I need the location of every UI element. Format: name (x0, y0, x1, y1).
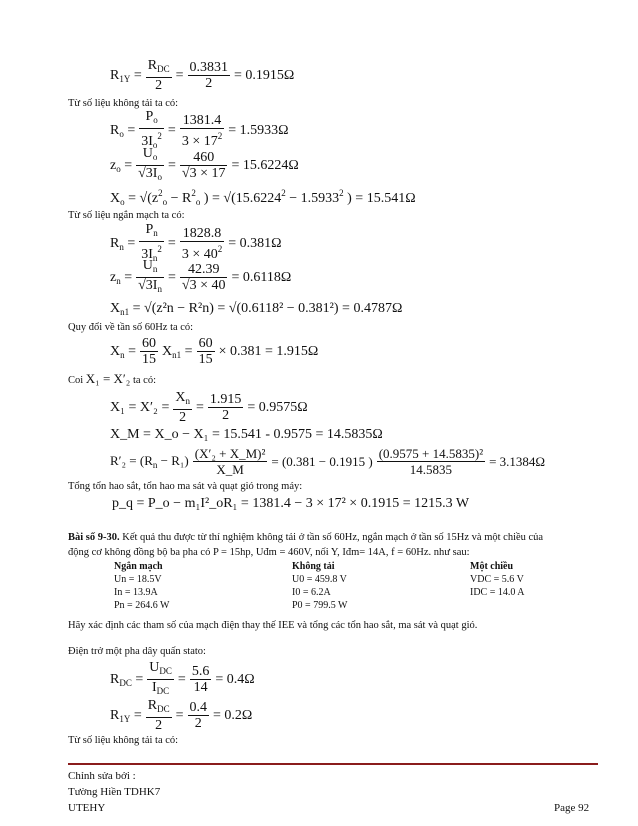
equation-r1y-2: $R_{1Y}$ = $\frac{R_{DC}}{2}$ = $\frac{0.4}{2}$ = 0.2Ω (110, 698, 253, 733)
text-stator-resistance: Điện trở một pha dây quấn stato: (68, 646, 206, 657)
table-cell: VDC = 5.6 V (470, 574, 524, 585)
table-header: Ngắn mạch (114, 561, 163, 572)
text-task: Hãy xác định các tham số của mạch điện thay thế IEE và tổng các tổn hao sắt, ma sát và quạt gió. (68, 620, 478, 631)
equation-xn1: $X_{n1} = √(z^2n - R^2n) = √(0.6118^2 - 0.381^2) = 0.4787\Omega$ (110, 301, 403, 317)
equation-pq: p_q = P_o − m₁I²_oR₁ = 1381.4 − 3 × 17² × 0.1915 = 1215.3 W (112, 496, 470, 511)
equation-xo: $X_o = √(z^2_o - R^2_o$ ) = $√(15.6224^2 - 1.5933^2$ ) = 15.541Ω (110, 188, 416, 207)
problem-label: Bài số 9-30. (68, 532, 120, 543)
table-cell: I0 = 6.2A (292, 587, 331, 598)
table-cell: In = 13.9A (114, 587, 158, 598)
table-cell: IDC = 14.0 A (470, 587, 525, 598)
table-cell: Un = 18.5V (114, 574, 162, 585)
footer-school: UTEHY (68, 802, 106, 814)
problem-line-1: Bài số 9-30. Kết quả thu được từ thí nghiệm không tải ở tần số 60Hz, ngắn mạch ở tần số 15Hz và một chiều của (68, 532, 544, 543)
table-cell: Pn = 264.6 W (114, 600, 170, 611)
footer-edited-by: Chỉnh sửa bởi : (68, 770, 136, 782)
equation-r1y: $R_{1Y}$ = $\frac{R_{DC}}{2}$ = $\frac{0.3831}{2}$ = 0.1915Ω (110, 58, 295, 93)
table-cell: U0 = 459.8 V (292, 574, 347, 585)
equation-ro: $R_o$ = $\frac{P_o}{3I_o^2}$ = $\frac{1381.4}{3 \times 17^2}$ = 1.5933Ω (110, 109, 289, 150)
table-header: Một chiều (470, 561, 514, 572)
equation-r2-prime: $R'_2 = (R_n - R_1)$ $\frac{\text{(X′₂ + X\_M)²}}{X\_M}$ = (0.381 − 0.1915 ) $\frac{\text{(0.9575 + 14.5835)²}}{14.5835}$ = 3.1384Ω (110, 446, 546, 477)
equation-rdc: $R_{DC}$ = $\frac{U_{DC}}{I_{DC}}$ = $\frac{5.6}{14}$ = 0.4Ω (110, 660, 255, 696)
text-total-loss: Tổng tổn hao sắt, tổn hao ma sát và quạt gió trong máy: (68, 481, 303, 492)
text-no-load-2: Từ số liệu không tải ta có: (68, 735, 179, 746)
table-row (110, 573, 594, 586)
table-cell: P0 = 799.5 W (292, 600, 348, 611)
text-convert-60hz: Quy đổi về tần số 60Hz ta có: (68, 322, 194, 333)
text-short-circuit-1: Từ số liệu ngắn mạch ta có: (68, 210, 185, 221)
table-header-row (110, 560, 594, 573)
footer-divider (68, 763, 598, 765)
table-row (110, 586, 594, 599)
equation-zo: $z_o$ = $\frac{U_o}{√3I_o}$ = $\frac{460}{√3 \times 17}$ = 15.6224Ω (110, 146, 299, 182)
equation-x1: X₁ = X′₂ = $\frac{X_n}{2}$ = $\frac{1.915}{2}$ = 0.9575Ω (110, 390, 308, 425)
footer-author: Tường Hiền TDHK7 (68, 786, 161, 798)
table-cell (466, 599, 594, 612)
equation-xn-60hz: $X_n$ = $\frac{60}{15}$ $X_{n1}$ = $\frac{60}{15}$ × 0.381 = 1.915Ω (110, 336, 319, 367)
equation-zn: $z_n$ = $\frac{U_n}{√3I_n}$ = $\frac{42.39}{√3 \times 40}$ = 0.6118Ω (110, 258, 292, 294)
table-row (110, 599, 594, 612)
text-coi: Coi X₁ = X′₂ ta có: (68, 371, 156, 386)
text-no-load-1: Từ số liệu không tải ta có: (68, 98, 179, 109)
page-number: Page 92 (554, 802, 590, 814)
problem-line-2: động cơ không đồng bộ ba pha có P = 15hp, Uđm = 460V, nối Y, Iđm= 14A, f = 60Hz. như sau: (68, 547, 470, 558)
equation-rn: $R_n$ = $\frac{P_n}{3I_n^2}$ = $\frac{1828.8}{3 \times 40^2}$ = 0.381Ω (110, 222, 282, 263)
equation-xm: X_M = X_o − X₁ = 15.541 - 0.9575 = 14.5835Ω (110, 427, 383, 442)
data-table (110, 560, 594, 612)
table-header: Không tải (292, 561, 335, 572)
